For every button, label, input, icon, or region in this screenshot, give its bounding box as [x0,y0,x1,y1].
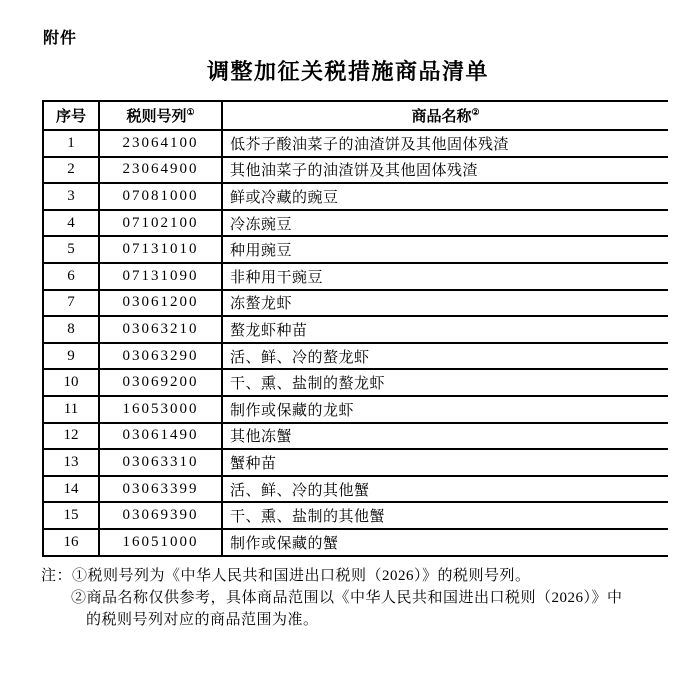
table-row [43,396,668,423]
table-body [43,130,668,556]
cell-name: 干、熏、盐制的螯龙虾 [222,369,668,396]
cell-no: 16 [43,529,99,556]
cell-name: 制作或保藏的龙虾 [222,396,668,423]
cell-no: 5 [43,236,99,263]
col-header-name [222,101,668,130]
attachment-label: 附件 [43,30,78,47]
footnote-line-2: ②商品名称仅供参考，具体商品范围以《中华人民共和国进出口税则（2026）》中 [71,590,623,606]
cell-code: 03061490 [99,423,222,450]
table-row [43,263,668,290]
cell-name: 制作或保藏的蟹 [222,529,668,556]
table-row [43,316,668,343]
goods-table [42,100,668,557]
cell-name: 活、鲜、冷的螯龙虾 [222,343,668,370]
cell-name: 冷冻豌豆 [222,210,668,237]
cell-code: 03069200 [99,369,222,396]
cell-name: 螯龙虾种苗 [222,316,668,343]
cell-code: 03063310 [99,449,222,476]
cell-code: 03061200 [99,290,222,317]
cell-code: 03069390 [99,502,222,529]
cell-name: 干、熏、盐制的其他蟹 [222,502,668,529]
cell-code: 07131090 [99,263,222,290]
table-row [43,236,668,263]
cell-code: 03063210 [99,316,222,343]
footnote-line-3: 的税则号列对应的商品范围为准。 [86,612,319,628]
table-row [43,529,668,556]
cell-code: 23064900 [99,157,222,184]
table-row [43,183,668,210]
table-row [43,369,668,396]
cell-code: 23064100 [99,130,222,157]
table-row [43,343,668,370]
cell-name: 活、鲜、冷的其他蟹 [222,476,668,503]
cell-name: 非种用干豌豆 [222,263,668,290]
table-row [43,423,668,450]
footnotes [41,565,623,631]
cell-name: 其他油菜子的油渣饼及其他固体残渣 [222,157,668,184]
table-row [43,210,668,237]
col-header-no-label: 序号 [55,109,86,125]
footnote-line-1: 注：①税则号列为《中华人民共和国进出口税则（2026）》的税则号列。 [41,568,531,584]
cell-code: 03063290 [99,343,222,370]
cell-no: 9 [43,343,99,370]
cell-no: 11 [43,396,99,423]
table-header-row [43,101,668,130]
cell-code: 07131010 [99,236,222,263]
cell-no: 13 [43,449,99,476]
cell-no: 15 [43,502,99,529]
cell-no: 10 [43,369,99,396]
cell-no: 2 [43,157,99,184]
cell-code: 03063399 [99,476,222,503]
cell-name: 蟹种苗 [222,449,668,476]
cell-no: 1 [43,130,99,157]
cell-name: 冻螯龙虾 [222,290,668,317]
cell-no: 8 [43,316,99,343]
cell-no: 14 [43,476,99,503]
cell-no: 3 [43,183,99,210]
cell-no: 12 [43,423,99,450]
table-row [43,449,668,476]
col-header-name-label: 商品名称 [411,109,472,125]
cell-code: 16051000 [99,529,222,556]
cell-code: 07102100 [99,210,222,237]
page-title: 调整加征关税措施商品清单 [206,59,489,84]
table-row [43,476,668,503]
cell-code: 16053000 [99,396,222,423]
cell-name: 鲜或冷藏的豌豆 [222,183,668,210]
col-header-name-superscript: ② [471,107,480,117]
table-row [43,502,668,529]
cell-code: 07081000 [99,183,222,210]
table-row [43,130,668,157]
cell-name: 种用豌豆 [222,236,668,263]
col-header-code-label: 税则号列 [126,109,187,125]
col-header-no [43,101,99,130]
cell-no: 6 [43,263,99,290]
cell-name: 其他冻蟹 [222,423,668,450]
table-row [43,157,668,184]
cell-no: 7 [43,290,99,317]
col-header-code [99,101,222,130]
cell-name: 低芥子酸油菜子的油渣饼及其他固体残渣 [222,130,668,157]
col-header-code-superscript: ① [186,107,195,117]
table-row [43,290,668,317]
cell-no: 4 [43,210,99,237]
